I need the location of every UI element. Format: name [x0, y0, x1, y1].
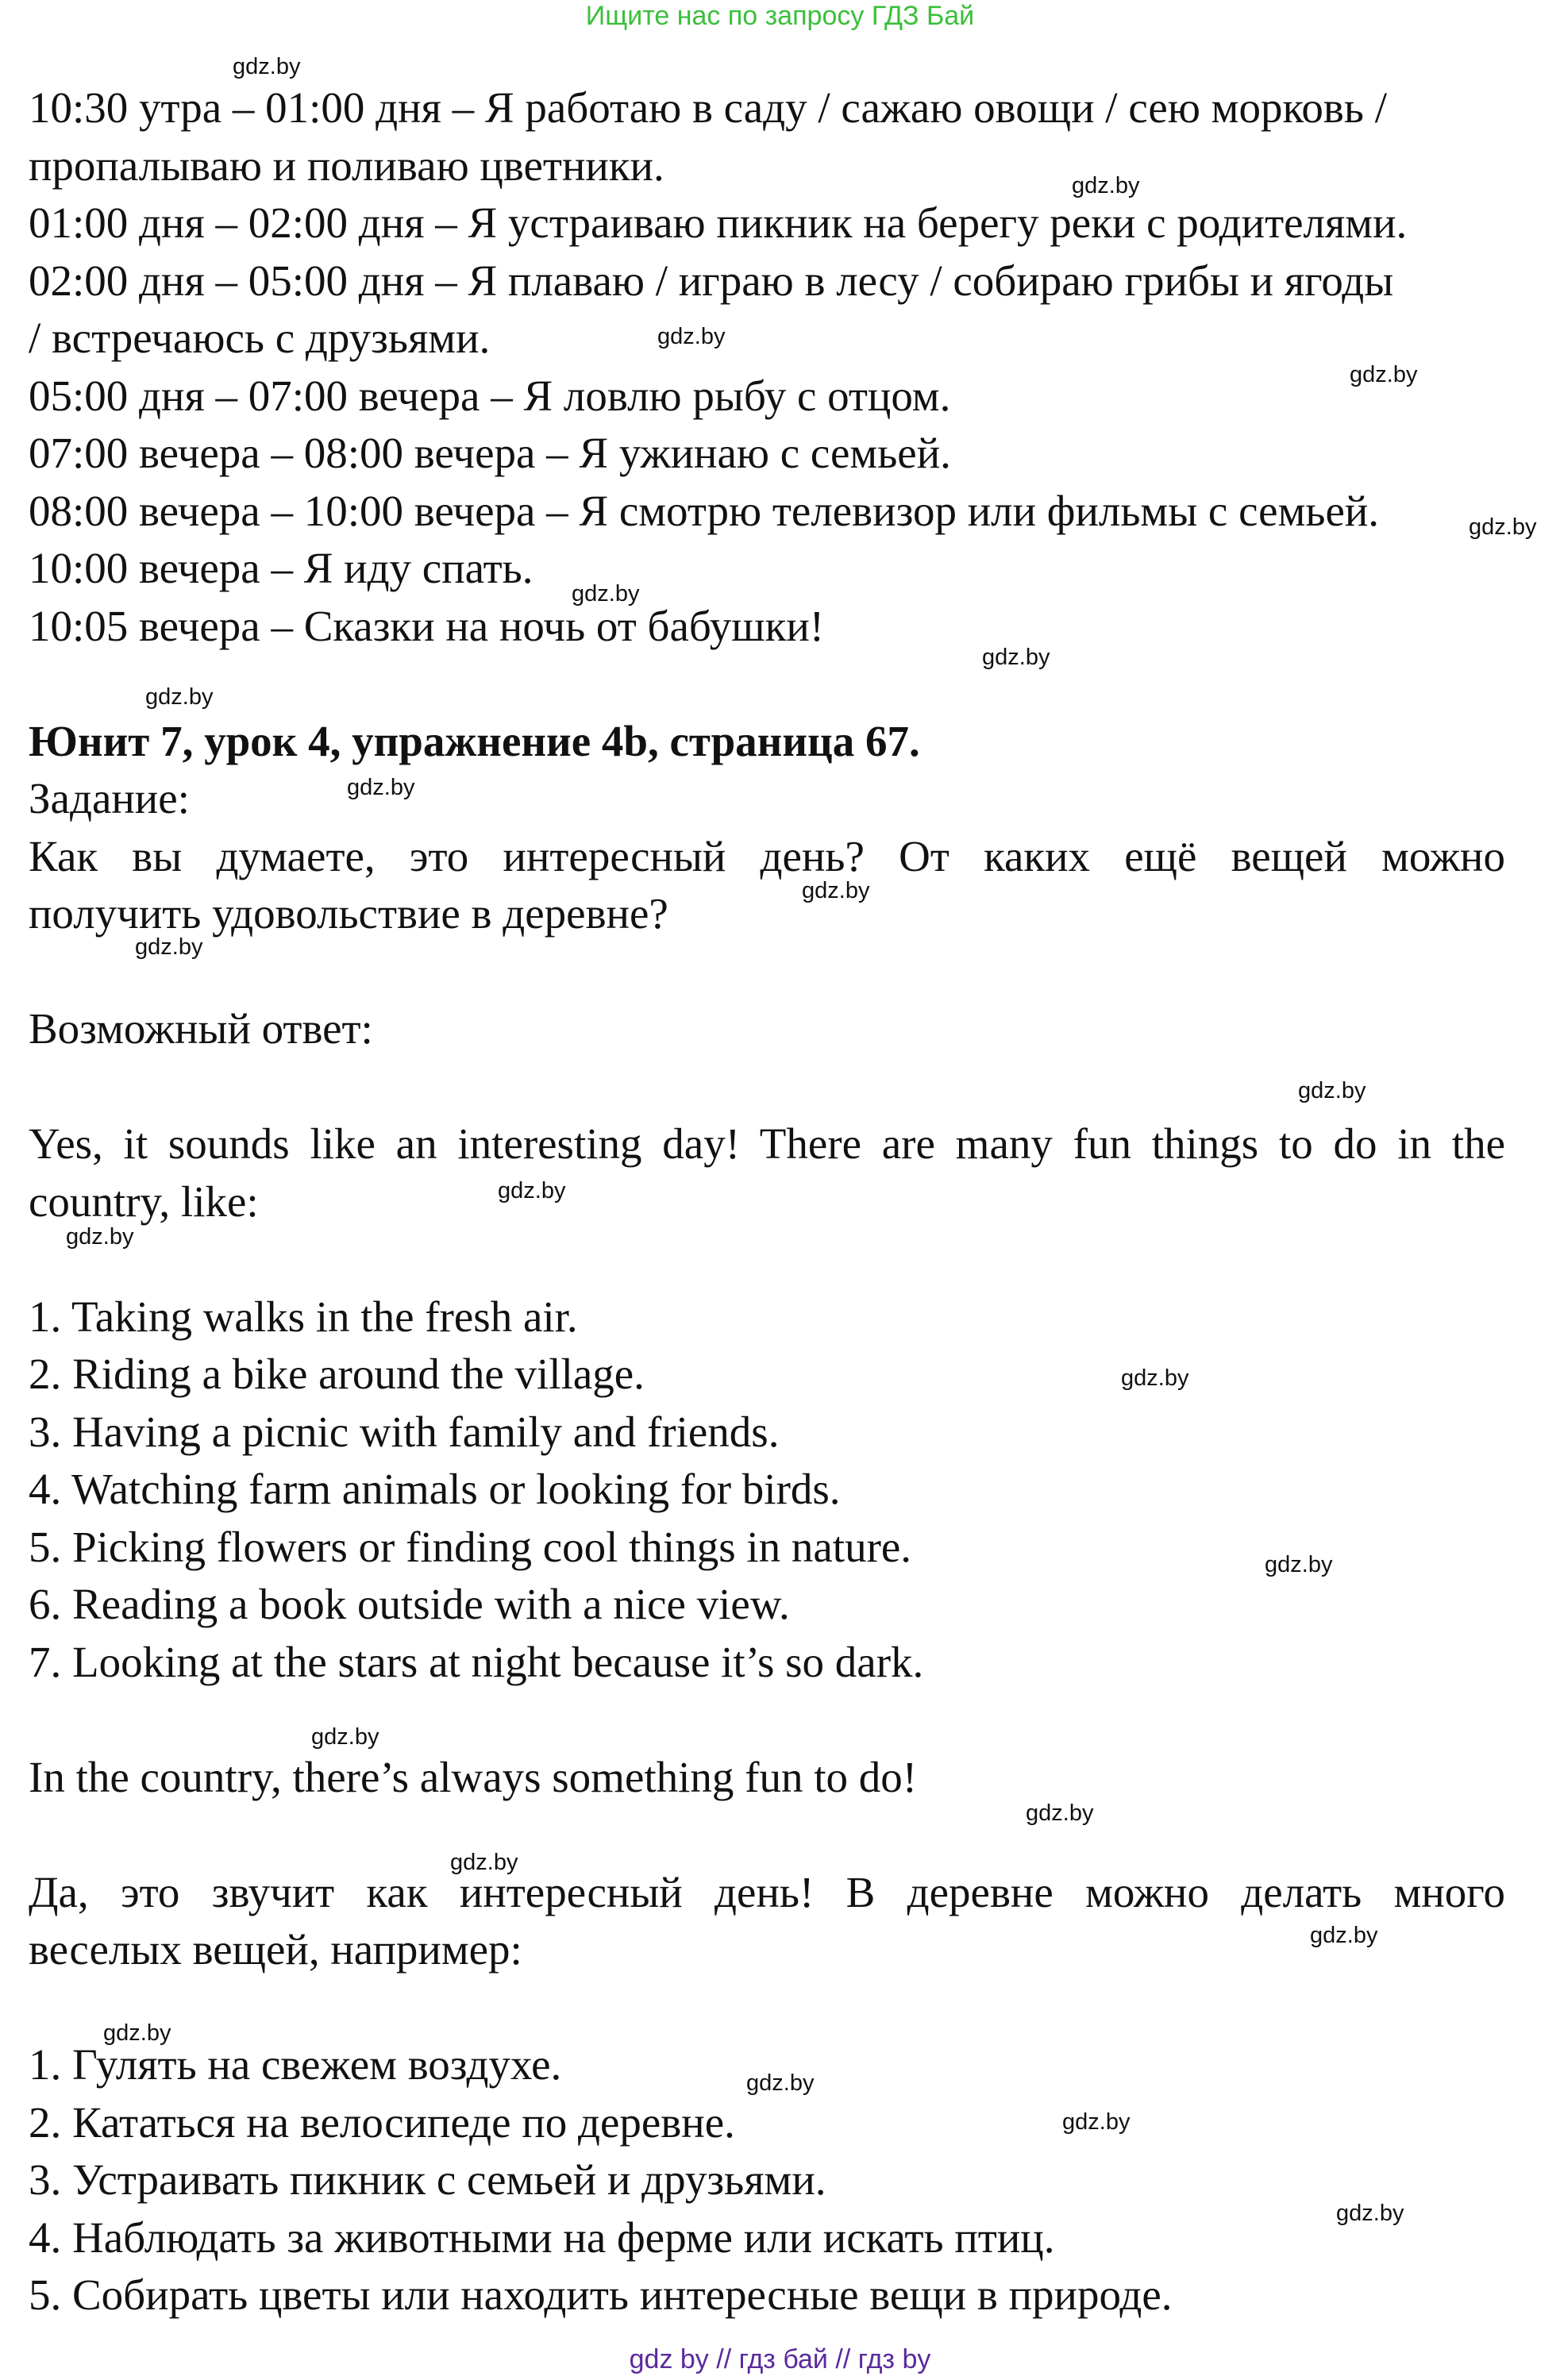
schedule-line: / встречаюсь с друзьями. [29, 314, 491, 362]
watermark: gdz.by [450, 1850, 518, 1875]
watermark: gdz.by [572, 581, 640, 607]
watermark: gdz.by [1350, 362, 1418, 387]
english-intro: country, like: [29, 1177, 259, 1226]
russian-list-item: 2. Кататься на велосипеде по деревне. [29, 2097, 735, 2147]
watermark: gdz.by [145, 684, 214, 710]
english-list-item: 4. Watching farm animals or looking for birds. [29, 1465, 841, 1513]
task-text: получить удовольствие в деревне? [29, 889, 668, 938]
watermark: gdz.by [657, 324, 726, 349]
russian-list-item: 3. Устраивать пикник с семьей и друзьями. [29, 2155, 826, 2204]
task-text: Как вы думаете, это интересный день? От каких ещё вещей можно [29, 831, 1505, 880]
watermark: gdz.by [1072, 173, 1140, 198]
top-banner: Ищите нас по запросу ГДЗ Бай [585, 1, 975, 31]
watermark: gdz.by [1336, 2201, 1404, 2226]
english-closing: In the country, there’s always something fun to do! [29, 1752, 918, 1801]
schedule-line: 08:00 вечера – 10:00 вечера – Я смотрю телевизор или фильмы с семьей. [29, 486, 1380, 535]
watermark: gdz.by [1310, 1923, 1378, 1948]
watermark: gdz.by [1026, 1800, 1094, 1826]
schedule-line: 10:30 утра – 01:00 дня – Я работаю в саду / сажаю овощи / сею морковь / [29, 83, 1387, 132]
watermark: gdz.by [103, 2020, 171, 2046]
watermark: gdz.by [135, 934, 203, 960]
english-list-item: 3. Having a picnic with family and friends. [29, 1407, 780, 1456]
russian-intro: Да, это звучит как интересный день! В деревне можно делать много [29, 1867, 1505, 1916]
watermark: gdz.by [982, 645, 1050, 670]
schedule-line: 07:00 вечера – 08:00 вечера – Я ужинаю с семьей. [29, 429, 951, 477]
schedule-line: 05:00 дня – 07:00 вечера – Я ловлю рыбу с отцом. [29, 371, 951, 420]
answer-label: Возможный ответ: [29, 1004, 373, 1053]
watermark: gdz.by [1265, 1552, 1333, 1577]
russian-list-item: 5. Собирать цветы или находить интересные вещи в природе. [29, 2270, 1173, 2319]
schedule-line: 01:00 дня – 02:00 дня – Я устраиваю пикник на берегу реки с родителями. [29, 198, 1408, 247]
english-list-item: 5. Picking flowers or finding cool things in nature. [29, 1522, 912, 1571]
watermark: gdz.by [1121, 1365, 1189, 1391]
watermark: gdz.by [746, 2070, 815, 2096]
schedule-line: 10:00 вечера – Я иду спать. [29, 544, 533, 592]
watermark: gdz.by [1469, 514, 1537, 540]
schedule-line: пропалываю и поливаю цветники. [29, 141, 664, 190]
english-list-item: 7. Looking at the stars at night because it’s so dark. [29, 1637, 924, 1686]
english-list-item: 1. Taking walks in the fresh air. [29, 1292, 578, 1341]
watermark: gdz.by [1298, 1078, 1366, 1103]
russian-intro: веселых вещей, например: [29, 1925, 522, 1974]
watermark: gdz.by [347, 775, 415, 800]
watermark: gdz.by [1062, 2109, 1131, 2135]
task-label: Задание: [29, 774, 190, 822]
watermark: gdz.by [311, 1724, 379, 1750]
footer-links: gdz by // гдз бай // гдз by [629, 2344, 931, 2374]
watermark: gdz.by [233, 54, 301, 79]
russian-list-item: 4. Наблюдать за животными на ферме или искать птиц. [29, 2212, 1055, 2262]
english-intro: Yes, it sounds like an interesting day! There are many fun things to do in the [29, 1119, 1505, 1168]
schedule-line: 02:00 дня – 05:00 дня – Я плаваю / играю в лесу / собираю грибы и ягоды [29, 256, 1394, 305]
schedule-line: 10:05 вечера – Сказки на ночь от бабушки! [29, 601, 825, 650]
russian-list-item: 1. Гулять на свежем воздухе. [29, 2040, 562, 2089]
english-list-item: 2. Riding a bike around the village. [29, 1350, 645, 1398]
exercise-heading: Юнит 7, урок 4, упражнение 4b, страница 67. [29, 716, 920, 765]
watermark: gdz.by [498, 1178, 566, 1203]
watermark: gdz.by [802, 878, 870, 903]
document-body [29, 79, 1505, 2324]
english-list-item: 6. Reading a book outside with a nice view. [29, 1580, 790, 1628]
watermark: gdz.by [66, 1224, 134, 1250]
